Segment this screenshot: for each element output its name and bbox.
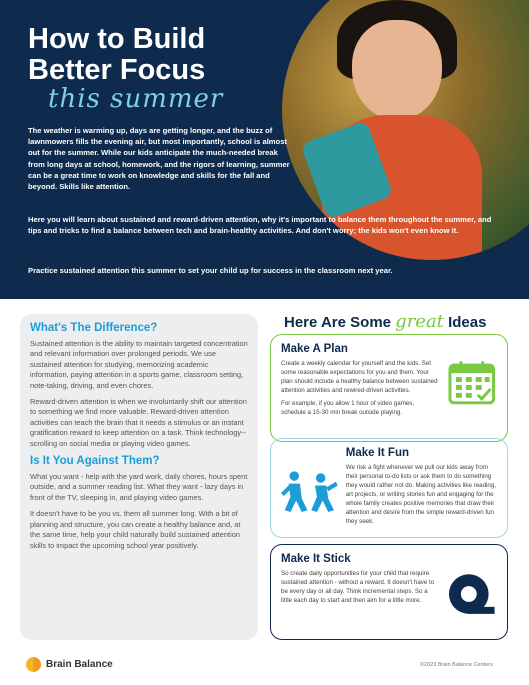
calendar-icon [447,359,497,405]
make-a-plan-title: Make A Plan [281,343,348,355]
brand-name: Brain Balance [46,659,113,670]
dancing-people-icon [281,465,338,525]
ideas-heading-great: great [395,311,444,332]
difference-panel [20,314,258,640]
intro-paragraph-1: The weather is warming up, days are getting longer, and the buzz of lawnmowers fills the evening air, but most importantly, school is almost out for the summer. While our kids anticipate the much-needed break from long days at school, homework, and the rigors of learning, summer can be a great time to work on knowledge and skills for the fall and beyond. Skills like attention. [28,126,290,192]
title-script: this summer [48,84,224,114]
make-it-stick-title: Make It Stick [281,553,351,565]
balance-text: It doesn't have to be you vs. them all summer long. With a bit of planning and structure, you can create a healthy balance and, at the same time, help your child naturally build sustained attention skills to impact the upcoming school year positively. [30,509,241,550]
intro-paragraph-2: Here you will learn about sustained and reward-driven attention, why it's important to balance them throughout the summer, and tips and tricks to find a balance between tech and brain-healthy activities. And don't worry; the kids won't even know it. [28,215,492,236]
page-title: How to Build Better Focus [28,23,206,86]
photo-face [352,20,442,120]
brain-balance-icon [26,657,41,672]
make-it-fun-title: Make It Fun [345,447,409,459]
against-heading: Is It You Against Them? [30,455,160,468]
ideas-heading-a: Here Are Some [284,314,391,331]
make-it-stick-text: So create daily opportunities for your child that require sustained attention - without a reward. It doesn't have to be every day or all day. Think incremental steps. So a little each day to start and then aim for a little more. [281,570,435,604]
make-it-fun-text: We risk a fight whenever we pull our kids away from their personal to-do lists or ask them to do something they would rather not do. Making activities like reading, art projects, or writing stories fun and engaging for the whole family creates positive memories that draw their attention and desire from the simple reward-driven fun they seek. [345,464,497,525]
intro-paragraph-3: Practice sustained attention this summer to set your child up for success in the classroom next year. [28,266,393,275]
tape-roll-icon [447,569,497,619]
make-a-plan-text-1: Create a weekly calendar for yourself and the kids. Set some reasonable expectations for you and them. Your plan should include a healthy balance between sustained attention activities and rewired-driven activities. [281,360,438,394]
wants-text: What you want - help with the yard work, daily chores, hours spent outside, and a summer reading list. What they want - lazy days in front of the TV, sleeping in, and playing video games. [30,472,248,502]
copyright-text: ©2023 Brain Balance Centers [420,662,493,668]
reward-attention-text: Reward-driven attention is when we involuntarily shift our attention to something we find more valuable. Reward-driven attention activities can teach the brain that it needs a stimulus or an instant gratification reward to keep attention on a task. Think technology--scrolling on social media or playing video games. [30,397,247,448]
ideas-heading [284,311,486,332]
difference-heading: What's The Difference? [30,322,158,334]
make-a-plan-text-2: For example, if you allow 1 hour of video games, schedule a 15-30 min break outside playing. [281,400,415,416]
ideas-heading-b: Ideas [448,314,487,331]
brand-logo [26,657,113,672]
hero-section [0,0,529,299]
make-it-fun-card [270,438,508,538]
make-a-plan-card [270,334,508,442]
make-it-stick-card [270,544,508,640]
sustained-attention-text: Sustained attention is the ability to maintain targeted concentration and relevant information over prolonged periods. We use sustained attention for studying, memorizing academic information, paying attention in a sports game, classroom setting, note-taking, driving, and even chores. [30,339,248,390]
